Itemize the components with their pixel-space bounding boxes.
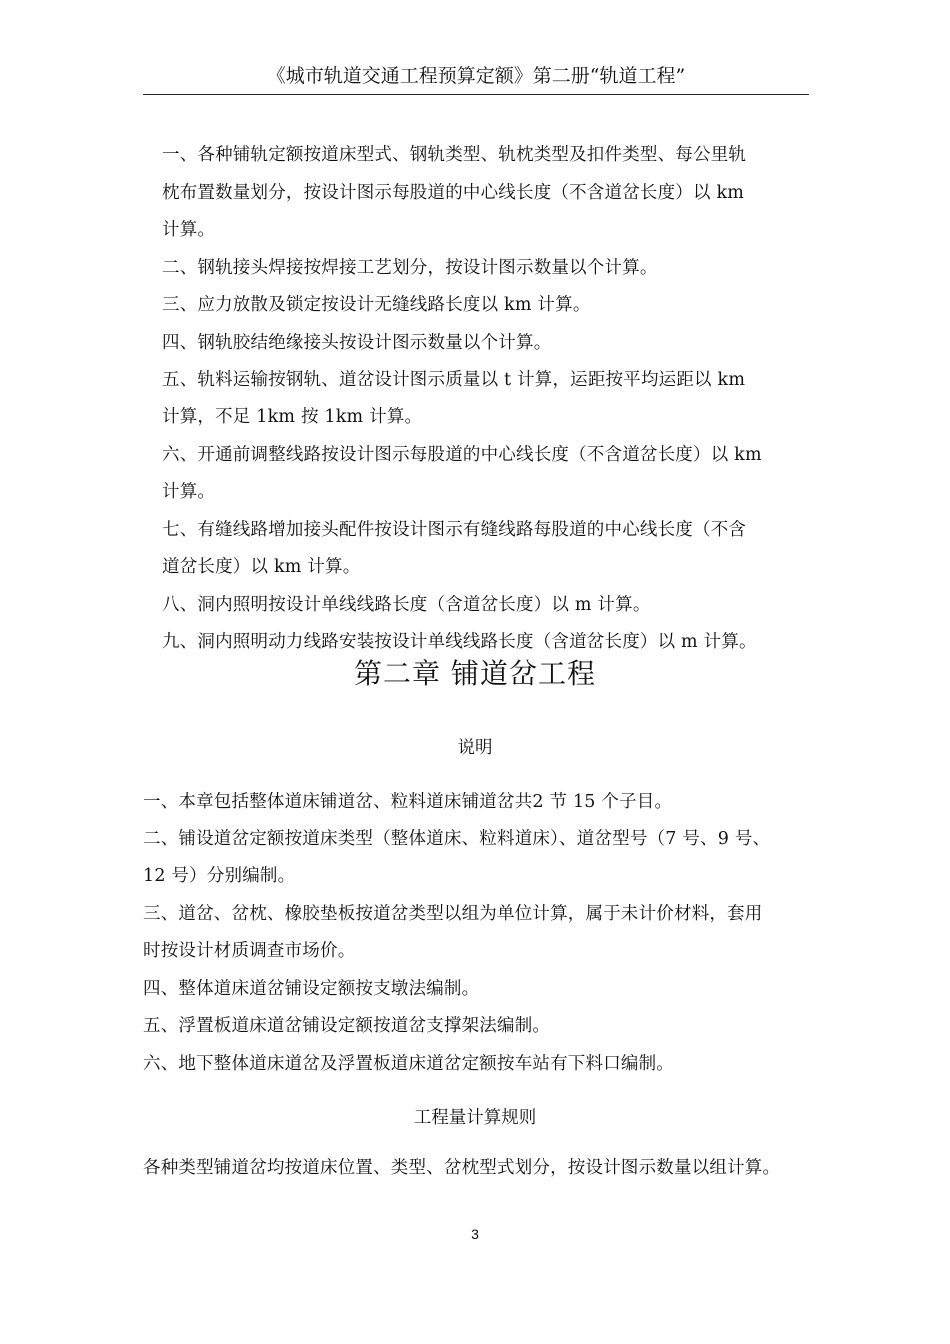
rule-item-3: 三、应力放散及锁定按设计无缝线路长度以 km 计算。	[162, 295, 591, 315]
rule-item-5-line-1: 五、轨料运输按钢轨、道岔设计图示质量以 t 计算，运距按平均运距以 km	[162, 370, 746, 390]
rules-heading: 工程量计算规则	[413, 1108, 537, 1128]
rule-item-7-line-2: 道岔长度）以 km 计算。	[162, 557, 361, 577]
explanation-item-2-line-2: 12 号）分别编制。	[143, 866, 296, 886]
rule-item-5-line-2: 计算，不足 1km 按 1km 计算。	[162, 407, 423, 427]
rule-item-2: 二、钢轨接头焊接按焊接工艺划分，按设计图示数量以个计算。	[162, 258, 658, 278]
rule-item-1-line-1: 一、各种铺轨定额按道床型式、钢轨类型、轨枕类型及扣件类型、每公里轨	[162, 145, 747, 165]
rule-item-1-line-2: 枕布置数量划分，按设计图示每股道的中心线长度（不含道岔长度）以 km	[162, 183, 745, 203]
explanation-item-3-line-1: 三、道岔、岔枕、橡胶垫板按道岔类型以组为单位计算，属于未计价材料，套用	[143, 904, 763, 924]
explanation-item-6: 六、地下整体道床道岔及浮置板道床道岔定额按车站有下料口编制。	[143, 1054, 674, 1074]
explanation-item-3-line-2: 时按设计材质调查市场价。	[143, 941, 356, 961]
rules-item-1: 各种类型铺道岔均按道床位置、类型、岔枕型式划分，按设计图示数量以组计算。	[143, 1158, 781, 1178]
rule-item-9: 九、洞内照明动力线路安装按设计单线线路长度（含道岔长度）以 m 计算。	[162, 632, 757, 652]
rule-item-1-line-3: 计算。	[162, 220, 216, 240]
rule-item-7-line-1: 七、有缝线路增加接头配件按设计图示有缝线路每股道的中心线长度（不含	[162, 520, 747, 540]
chapter-title: 第二章 铺道岔工程	[354, 657, 596, 690]
rule-item-4: 四、钢轨胶结绝缘接头按设计图示数量以个计算。	[162, 333, 552, 353]
header-divider	[143, 94, 809, 95]
rule-item-6-line-1: 六、开通前调整线路按设计图示每股道的中心线长度（不含道岔长度）以 km	[162, 445, 762, 465]
running-header: 《城市轨道交通工程预算定额》第二册“轨道工程”	[266, 65, 686, 87]
explanation-item-1: 一、本章包括整体道床铺道岔、粒料道床铺道岔共2 节 15 个子目。	[143, 792, 673, 812]
explanation-item-4: 四、整体道床道岔铺设定额按支墩法编制。	[143, 979, 480, 999]
explanation-item-2-line-1: 二、铺设道岔定额按道床类型（整体道床、粒料道床）、道岔型号（7 号、9 号、	[143, 829, 771, 849]
explanation-heading: 说明	[457, 738, 493, 758]
rule-item-6-line-2: 计算。	[162, 482, 216, 502]
rule-item-8: 八、洞内照明按设计单线线路长度（含道岔长度）以 m 计算。	[162, 595, 651, 615]
page-number: 3	[471, 1226, 479, 1242]
explanation-item-5: 五、浮置板道床道岔铺设定额按道岔支撑架法编制。	[143, 1016, 551, 1036]
